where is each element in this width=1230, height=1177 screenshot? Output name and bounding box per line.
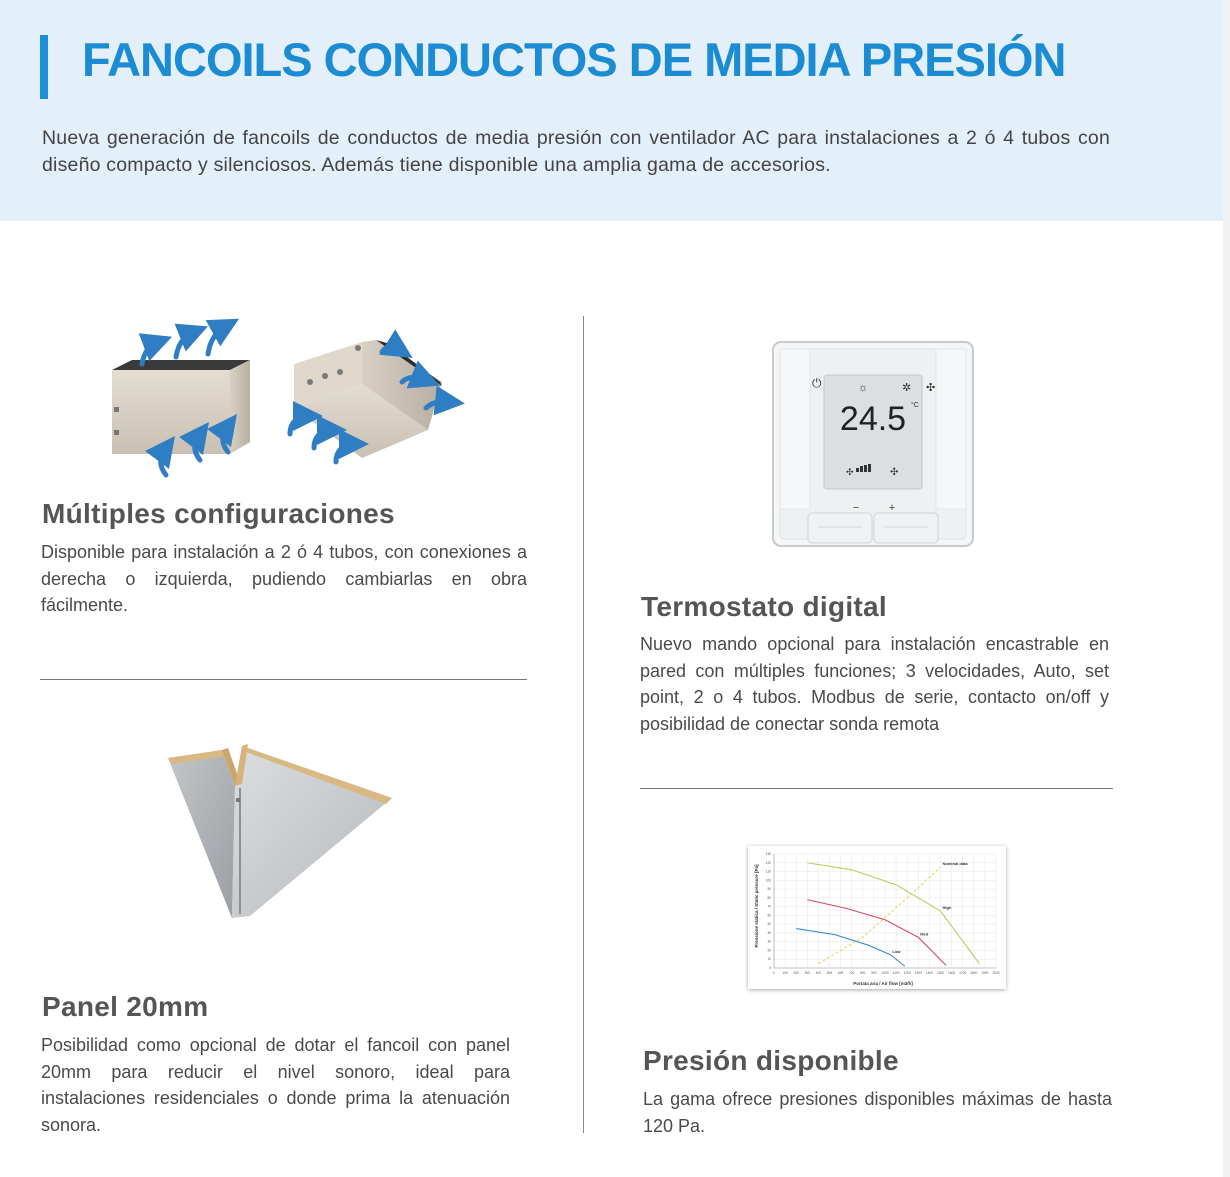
chart-y-tick-label: 80 — [767, 895, 771, 900]
chart-x-tick-label: 300 — [804, 971, 810, 975]
thermostat-title: Termostato digital — [641, 591, 888, 622]
chart-y-tick-label: 110 — [765, 869, 771, 874]
pressure-chart — [748, 846, 1006, 989]
chart-x-tick-label: 1600 — [948, 971, 956, 975]
chart-y-tick-label: 100 — [765, 878, 771, 883]
chart-x-tick-label: 1500 — [936, 971, 945, 975]
fan-icon-small: ✣ — [890, 467, 899, 478]
chart-y-tick-label: 0 — [769, 966, 771, 970]
thermostat-unit: °C — [911, 402, 919, 409]
chart-y-tick-label: 130 — [765, 852, 771, 856]
thermostat-image — [772, 341, 974, 547]
page-title: FANCOILS CONDUCTOS DE MEDIA PRESIÓN — [82, 33, 1066, 86]
gear-icon: ✲ — [902, 382, 912, 394]
chart-x-tick-label: 600 — [837, 971, 844, 975]
chart-x-tick-label: 0 — [773, 971, 775, 975]
chart-y-tick-label: 30 — [767, 939, 771, 944]
chart-y-tick-label: 20 — [767, 948, 771, 953]
thermostat-text: Nuevo mando opcional para instalación encastrable en pared con múltiples funciones; 3 velocidades, Auto, set point, 2 o 4 tubos. Modbus de serie, contacto on/off y posibilidad de conectar sonda remota — [640, 634, 1109, 734]
chart-y-tick-label: 120 — [765, 860, 771, 865]
chart-x-tick-label: 900 — [871, 971, 877, 975]
thermostat-divider — [640, 788, 1113, 789]
configs-text: Disponible para instalación a 2 ó 4 tubos, con conexiones a derecha o izquierda, pudiendo cambiarlas en obra fácilmente. — [41, 542, 527, 616]
chart-x-tick-label: 1200 — [903, 971, 911, 975]
acoustic-panel-image — [160, 738, 400, 923]
configs-divider — [40, 679, 527, 680]
chart-y-axis-label: Pressione statica / Static pressure [Pa] — [754, 864, 759, 948]
chart-y-tick-label: 70 — [767, 904, 771, 909]
chart-x-axis-label: Portata aria / Air flow [m3/h] — [853, 981, 913, 986]
chart-x-tick-label: 1400 — [925, 971, 933, 975]
chart-x-tick-label: 2000 — [992, 971, 1000, 975]
fancoil-configurations-image — [100, 312, 480, 492]
configs-title: Múltiples configuraciones — [42, 498, 395, 529]
chart-x-tick-label: 700 — [849, 971, 855, 975]
power-icon: ⏻ — [812, 376, 822, 390]
chart-x-tick-label: 800 — [860, 971, 866, 975]
chart-x-tick-label: 1100 — [892, 971, 900, 975]
sun-icon: ☼ — [858, 382, 869, 394]
chart-y-tick-label: 40 — [767, 930, 771, 935]
plus-button[interactable]: + — [888, 502, 896, 514]
pressure-title: Presión disponible — [643, 1045, 899, 1076]
panel-text: Posibilidad como opcional de dotar el fancoil con panel 20mm para reducir el nivel sonoro, ideal para instalaciones residenciales o donde prima la atenuación sonora. — [41, 1035, 510, 1135]
chart-series-label: Nominal data — [942, 861, 968, 867]
fan-icon: ✣ — [926, 382, 936, 394]
chart-x-tick-label: 1900 — [981, 971, 989, 975]
column-divider — [583, 316, 584, 1133]
intro-paragraph: Nueva generación de fancoils de conductos de media presión con ventilador AC para instalaciones a 2 ó 4 tubos con diseño compacto y silenciosos. Además tiene disponible una amplia gama de accesorios. — [42, 127, 1110, 176]
chart-x-tick-label: 1700 — [959, 971, 967, 975]
svg-text:✣: ✣ — [846, 467, 854, 477]
minus-button[interactable]: − — [852, 502, 860, 514]
thermostat-temperature: 24.5 — [839, 400, 907, 438]
chart-y-tick-label: 50 — [767, 922, 771, 927]
chart-x-tick-label: 1800 — [970, 971, 978, 975]
chart-x-tick-label: 500 — [826, 971, 833, 975]
chart-x-tick-label: 1300 — [914, 971, 922, 975]
chart-x-tick-label: 100 — [782, 971, 788, 975]
chart-y-tick-label: 90 — [767, 887, 771, 892]
chart-x-tick-label: 400 — [815, 971, 822, 975]
chart-y-tick-label: 10 — [767, 957, 771, 962]
panel-title: Panel 20mm — [42, 991, 209, 1022]
chart-x-tick-label: 1000 — [881, 971, 889, 975]
pressure-chart-frame — [748, 846, 1006, 989]
pressure-text: La gama ofrece presiones disponibles máximas de hasta 120 Pa. — [643, 1089, 1112, 1136]
title-accent-bar — [40, 35, 48, 99]
chart-series-low — [796, 929, 905, 967]
chart-series-label: High — [942, 905, 952, 910]
chart-y-tick-label: 60 — [767, 913, 771, 918]
page-edge — [1223, 0, 1230, 1177]
chart-x-tick-label: 200 — [793, 971, 799, 975]
chart-series-label: Med — [920, 931, 929, 937]
chart-series-label: Low — [892, 948, 901, 954]
